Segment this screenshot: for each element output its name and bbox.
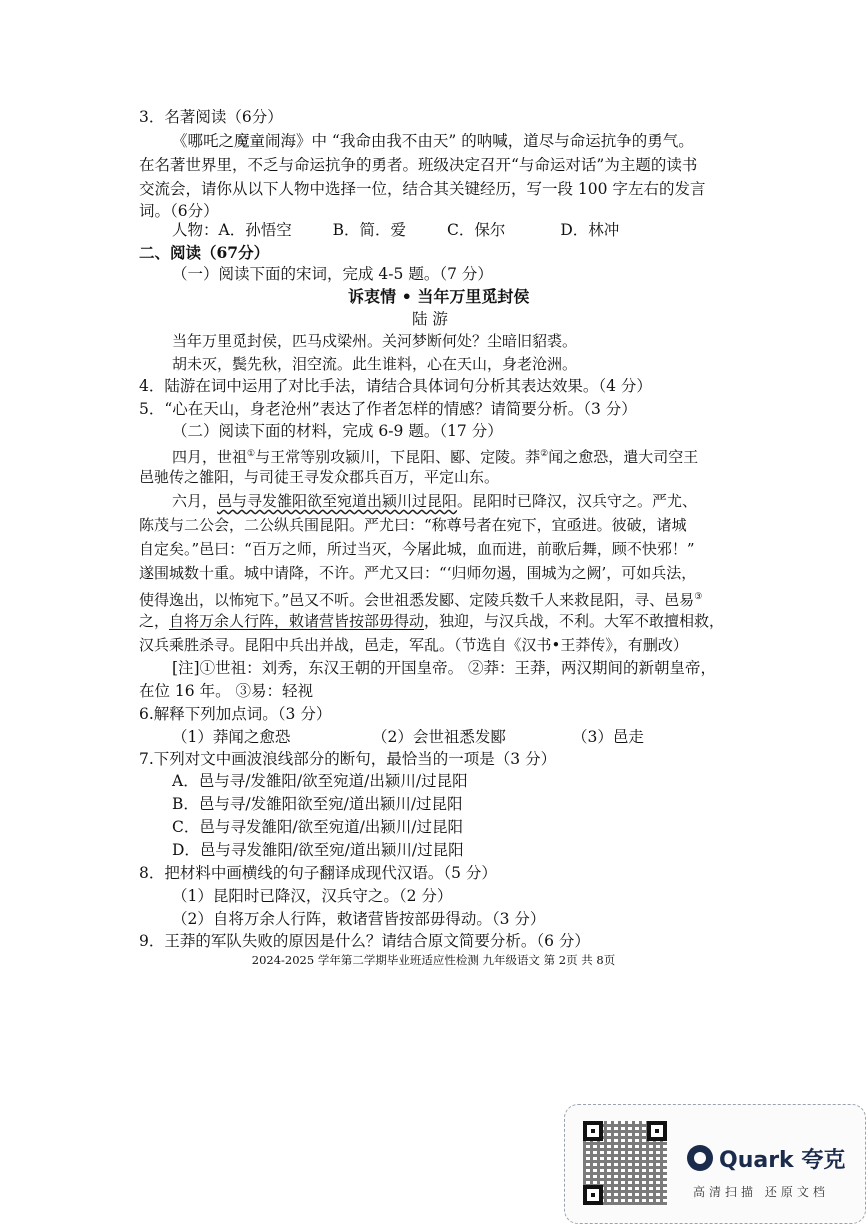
q3-heading: 3．名著阅读（6分）	[139, 108, 283, 126]
q3-option: A．孙悟空	[218, 221, 292, 239]
quark-tagline: 高清扫描 还原文档	[693, 1185, 829, 1199]
poem-author: 陆 游	[412, 310, 448, 328]
question-5: 5．“心在天山，身老沧州”表达了作者怎样的情感？请简要分析。（3 分）	[139, 400, 637, 418]
passage-line: 四月，世祖①与王常等别攻颍川，下昆阳、郾、定陵。莽②闻之愈恐，遣大司空王	[172, 448, 699, 466]
q3-options-label: 人物：	[172, 221, 219, 239]
passage-line: 之，自将万余人行阵，敕诸营皆按部毋得动，独迎，与汉兵战，不利。大军不敢擅相救，	[139, 612, 725, 630]
quark-logo-icon	[687, 1145, 713, 1171]
passage-line: 汉兵乘胜杀寻。昆阳中兵出并战，邑走，军乱。（节选自《汉书•王莽传》，有删改）	[139, 636, 688, 654]
q6-item: （1）莽闻之愈恐	[172, 728, 291, 746]
q3-text-line: 词。（6分）	[139, 202, 219, 220]
q3-text-line: 《哪吒之魔童闹海》中 “我命由我不由天” 的呐喊，道尽与命运抗争的勇气。	[172, 132, 694, 150]
annotation-line: [注]①世祖：刘秀，东汉王朝的开国皇帝。 ②莽：王莽，两汉期间的新朝皇帝，	[172, 659, 717, 677]
page-footer: 2024-2025 学年第二学期毕业班适应性检测 九年级语文 第 2页 共 8页	[251, 953, 616, 967]
q3-options	[172, 219, 619, 241]
quark-scan-badge	[564, 1104, 866, 1224]
passage-line: 遂围城数十重。城中请降，不许。严尤又曰：“‘归师勿遏，围城为之阙’，可如兵法，	[139, 564, 697, 582]
quark-brand: Quark 夸克	[719, 1148, 846, 1173]
poem-line: 胡未灭，鬓先秋，泪空流。此生谁料，心在天山，身老沧洲。	[172, 355, 578, 373]
q7-option: D．邑与寻发雒阳/欲至宛/道出颍川/过昆阳	[172, 841, 464, 859]
subsection-heading: （二）阅读下面的材料，完成 6-9 题。（17 分）	[172, 422, 503, 440]
passage-line: 使得逸出，以怖宛下。”邑又不听。会世祖悉发郾、定陵兵数千人来救昆阳，寻、邑易③	[139, 591, 703, 609]
annotation-line: 在位 16 年。 ③易：轻视	[139, 682, 314, 700]
q3-option: D．林冲	[560, 221, 620, 239]
question-4: 4．陆游在词中运用了对比手法，请结合具体词句分析其表达效果。（4 分）	[139, 377, 652, 395]
passage-line: 六月，邑与寻发雒阳欲至宛道出颍川过昆阳。昆阳时已降汉，汉兵守之。严尤、	[172, 492, 698, 510]
passage-line: 自定矣。”邑曰：“百万之师，所过当灭，今屠此城，血而进，前歌后舞，顾不快邪！”	[139, 540, 695, 558]
q3-text-line: 在名著世界里，不乏与命运抗争的勇者。班级决定召开“与命运对话”为主题的读书	[139, 156, 698, 174]
passage-line: 陈茂与二公会，二公纵兵围昆阳。严尤曰：“称尊号者在宛下，宜亟进。彼破，诸城	[139, 516, 687, 534]
footnote-marker: ③	[694, 592, 703, 602]
q6-item: （2）会世祖悉发郾	[372, 728, 506, 746]
subsection-heading: （一）阅读下面的宋词，完成 4-5 题。（7 分）	[172, 265, 493, 283]
underlined-sentence: 自将万余人行阵，敕诸营皆按部毋得动	[169, 612, 425, 630]
q7-option: B．邑与寻/发雒阳欲至宛/道出颍川/过昆阳	[172, 795, 463, 813]
footnote-marker: ②	[540, 449, 549, 459]
question-9: 9．王莽的军队失败的原因是什么？请结合原文简要分析。（6 分）	[139, 932, 590, 950]
q3-text-line: 交流会，请你从以下人物中选择一位，结合其关键经历，写一段 100 字左右的发言	[139, 180, 706, 198]
footnote-marker: ①	[247, 449, 256, 459]
question-7: 7.下列对文中画波浪线部分的断句，最恰当的一项是（3 分）	[139, 750, 557, 768]
qr-code	[583, 1121, 667, 1205]
q7-option: A．邑与寻/发雒阳/欲至宛道/出颍川/过昆阳	[172, 772, 468, 790]
poem-title: 诉衷情 • 当年万里觅封侯	[348, 287, 530, 306]
passage-line: 邑驰传之雒阳，与司徒王寻发众郡兵百万，平定山东。	[139, 468, 500, 486]
q7-option: C．邑与寻发雒阳/欲至宛道/出颍川/过昆阳	[172, 818, 464, 836]
q3-option: B．简．爱	[332, 221, 407, 239]
wavy-underlined-sentence: 邑与寻发雒阳欲至宛道出颍川过昆阳	[217, 492, 458, 510]
q8-sentence: （2）自将万余人行阵，敕诸营皆按部毋得动。（3 分）	[172, 910, 546, 928]
question-8: 8．把材料中画横线的句子翻译成现代汉语。（5 分）	[139, 864, 497, 882]
q6-item: （3）邑走	[572, 728, 644, 746]
q8-sentence: （1）昆阳时已降汉，汉兵守之。（2 分）	[172, 887, 453, 905]
poem-line: 当年万里觅封侯，匹马戍梁州。关河梦断何处？尘暗旧貂裘。	[172, 332, 578, 350]
section-heading: 二、阅读（67分）	[139, 243, 270, 262]
q3-option: C．保尔	[447, 221, 506, 239]
question-6: 6.解释下列加点词。（3 分）	[139, 705, 332, 723]
